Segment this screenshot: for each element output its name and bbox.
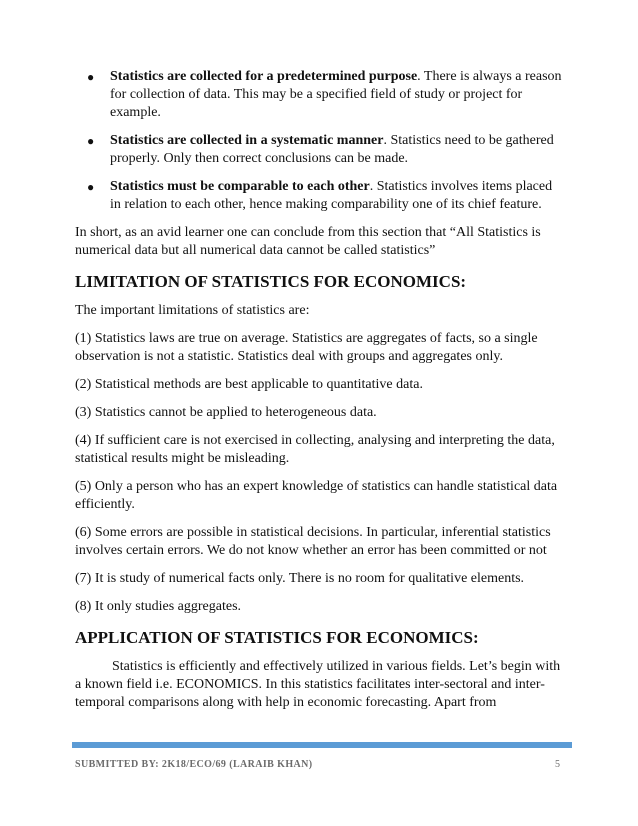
- summary-paragraph: In short, as an avid learner one can conclude from this section that “All Statistics is numerical data but all numerical data cannot be called statistics”: [75, 225, 541, 258]
- bullet-dot-icon: ●: [87, 134, 95, 148]
- page-content: [75, 68, 565, 722]
- limitation-item: (8) It only studies aggregates.: [75, 599, 242, 614]
- footer-divider: [72, 742, 572, 748]
- bullet-dot-icon: ●: [87, 70, 95, 84]
- bullet-dot-icon: ●: [87, 180, 95, 194]
- limitation-item: (4) If sufficient care is not exercised in collecting, analysing and interpreting the data, statistical results might be misleading.: [75, 433, 555, 466]
- limitation-item: (3) Statistics cannot be applied to heterogeneous data.: [75, 405, 377, 420]
- application-heading: APPLICATION OF STATISTICS FOR ECONOMICS:: [75, 628, 479, 647]
- footer-credit: SUBMITTED BY: 2K18/ECO/69 (LARAIB KHAN): [75, 759, 313, 770]
- application-paragraph: Statistics is efficiently and effectively utilized in various fields. Let’s begin with a known field i.e. ECONOMICS. In this statistics facilitates inter-sectoral and inter-temporal comparisons along with help in economic forecasting. Apart from: [75, 659, 561, 710]
- limitation-item: (6) Some errors are possible in statistical decisions. In particular, inferential statistics involves certain errors. We do not know whether an error has been committed or not: [75, 525, 551, 558]
- bullet-bold-text: Statistics must be comparable to each other: [110, 179, 370, 194]
- bullet-item: [75, 132, 565, 168]
- limitation-item: (7) It is study of numerical facts only. There is no room for qualitative elements.: [75, 571, 525, 586]
- bullet-text: . Statistics involves items placed in relation to each other, hence making comparability one of its chief feature.: [110, 179, 553, 212]
- bullet-item: [75, 68, 565, 122]
- page-number: 5: [555, 759, 560, 770]
- bullet-list: [75, 68, 565, 214]
- limitation-intro: The important limitations of statistics are:: [75, 303, 310, 318]
- limitation-item: (2) Statistical methods are best applicable to quantitative data.: [75, 377, 423, 392]
- limitation-heading: LIMITATION OF STATISTICS FOR ECONOMICS:: [75, 272, 467, 291]
- bullet-bold-text: Statistics are collected in a systematic manner: [110, 133, 384, 148]
- limitation-item: (1) Statistics laws are true on average. Statistics are aggregates of facts, so a single observation is not a statistic. Statistics deal with groups and aggregates only.: [75, 331, 538, 364]
- bullet-text: . There is always a reason for collection of data. This may be a specified field of study or project for example.: [110, 69, 562, 120]
- bullet-bold-text: Statistics are collected for a predetermined purpose: [110, 69, 418, 84]
- bullet-item: [75, 178, 565, 214]
- limitation-item: (5) Only a person who has an expert knowledge of statistics can handle statistical data efficiently.: [75, 479, 558, 512]
- bullet-text: . Statistics need to be gathered properly. Only then correct conclusions can be made.: [110, 133, 554, 166]
